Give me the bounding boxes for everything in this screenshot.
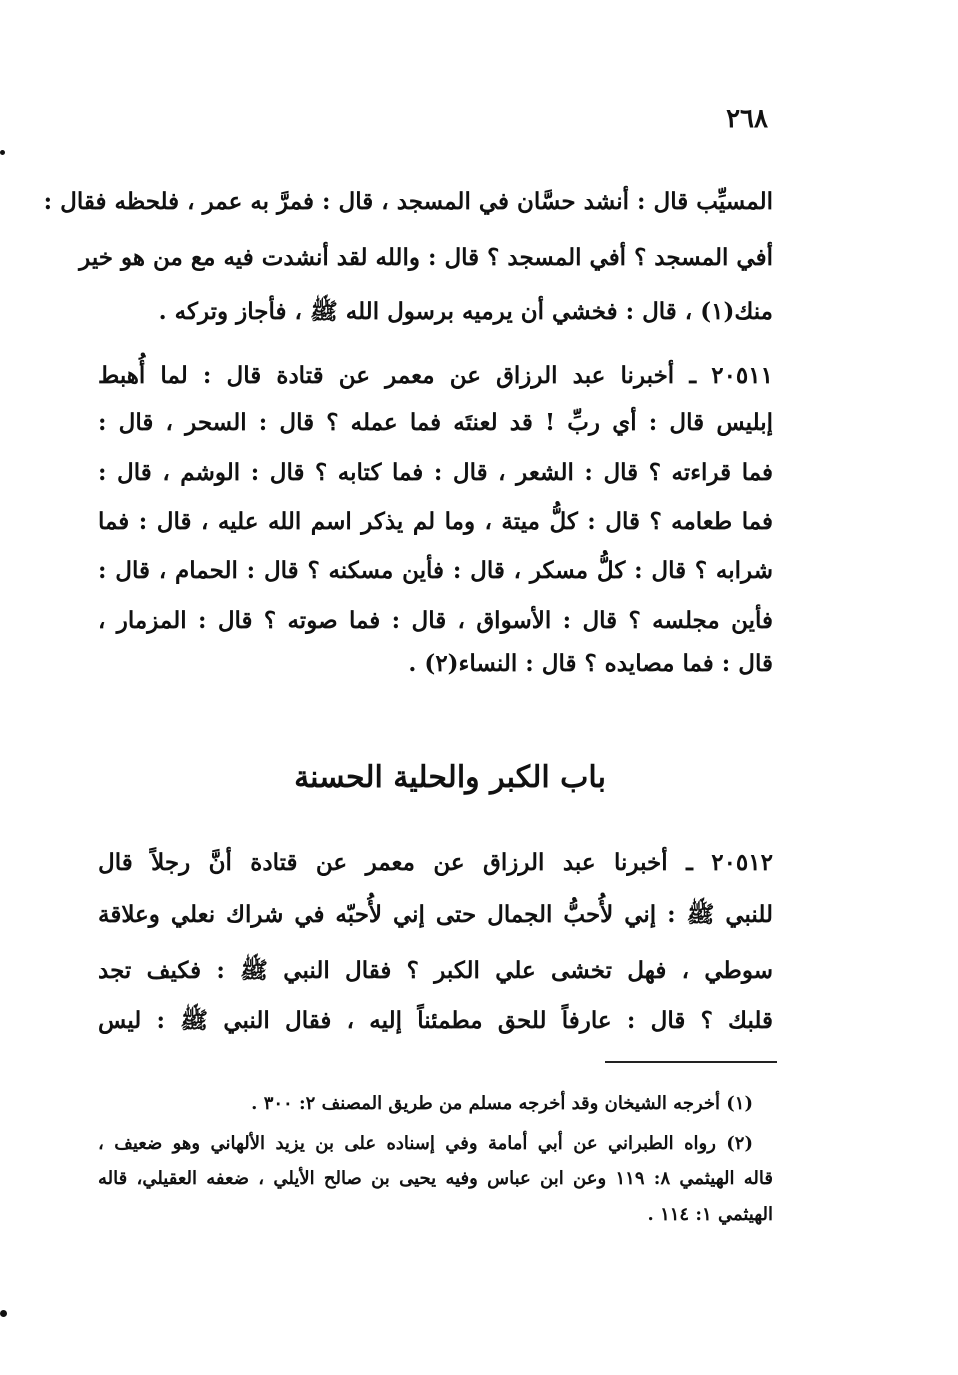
text-line: فأين مجلسه ؟ قال : الأسواق ، قال : فما صوته ؟ قال : المزمار ، bbox=[98, 607, 773, 634]
section-heading: باب الكبر والحلية الحسنة bbox=[294, 760, 606, 795]
footnote-separator bbox=[605, 1061, 777, 1063]
text-line: فما قراءته ؟ قال : الشعر ، قال : فما كتابه ؟ قال : الوشم ، قال : bbox=[98, 459, 773, 486]
footnote: (٢) رواه الطبراني عن أبي أمامة وفي إسناده على بن يزيد الألهاني وهو ضعيف ، bbox=[98, 1133, 753, 1154]
text-line: ٢٠٥١٢ ـ أخبرنا عبد الرزاق عن معمر عن قتادة أنَّ رجلاً قال bbox=[98, 849, 773, 876]
text-line: ٢٠٥١١ ـ أخبرنا عبد الرزاق عن معمر عن قتادة قال : لما أُهبط bbox=[98, 362, 773, 389]
text-line: منك(١) ، قال : فخشي أن يرميه برسول الله ﷺ ، فأجاز وتركه . bbox=[158, 298, 773, 325]
text-line: قلبك ؟ قال : عارفاً للحق مطمئناً إليه ، فقال النبي ﷺ : ليس bbox=[98, 1007, 773, 1034]
text-line: إبليس قال : أي ربِّ ! قد لعنتَه فما عمله ؟ قال : السحر ، قال : bbox=[98, 409, 773, 436]
text-line: فما طعامه ؟ قال : كلُّ ميتة ، وما لم يذكر اسم الله عليه ، قال : فما bbox=[98, 508, 773, 535]
scan-mark bbox=[0, 1310, 7, 1317]
footnote: (١) أخرجه الشيخان وقد أخرجه مسلم من طريق المصنف ٢: ٣٠٠ . bbox=[251, 1093, 753, 1114]
page-number: ٢٦٨ bbox=[726, 104, 768, 134]
text-line: المسيِّب قال : أنشد حسَّان في المسجد ، قال : فمرَّ به عمر ، فلحظه فقال : bbox=[43, 188, 773, 215]
footnote: الهيثمي ١: ١١٤ . bbox=[647, 1204, 773, 1225]
text-line: للنبي ﷺ : إني لأُحبُّ الجمال حتى إني لأُحبّه في شراك نعلي وعلاقة bbox=[98, 901, 773, 928]
scan-mark bbox=[0, 150, 5, 155]
footnote: قاله الهيثمي ٨: ١١٩ وعن ابن عباس وفيه يحيى بن صالح الأيلي ، ضعفه العقيلي، قاله bbox=[98, 1168, 773, 1189]
text-line: قال : فما مصايده ؟ قال : النساء(٢) . bbox=[408, 650, 773, 677]
text-line: سوطي ، فهل تخشى علي الكبر ؟ فقال النبي ﷺ : فكيف تجد bbox=[98, 957, 773, 984]
text-line: شرابه ؟ قال : كلُّ مسكر ، قال : فأين مسكنه ؟ قال : الحمام ، قال : bbox=[98, 557, 773, 584]
text-line: أفي المسجد ؟ أفي المسجد ؟ قال : والله لقد أنشدت فيه مع من هو خير bbox=[79, 244, 773, 271]
